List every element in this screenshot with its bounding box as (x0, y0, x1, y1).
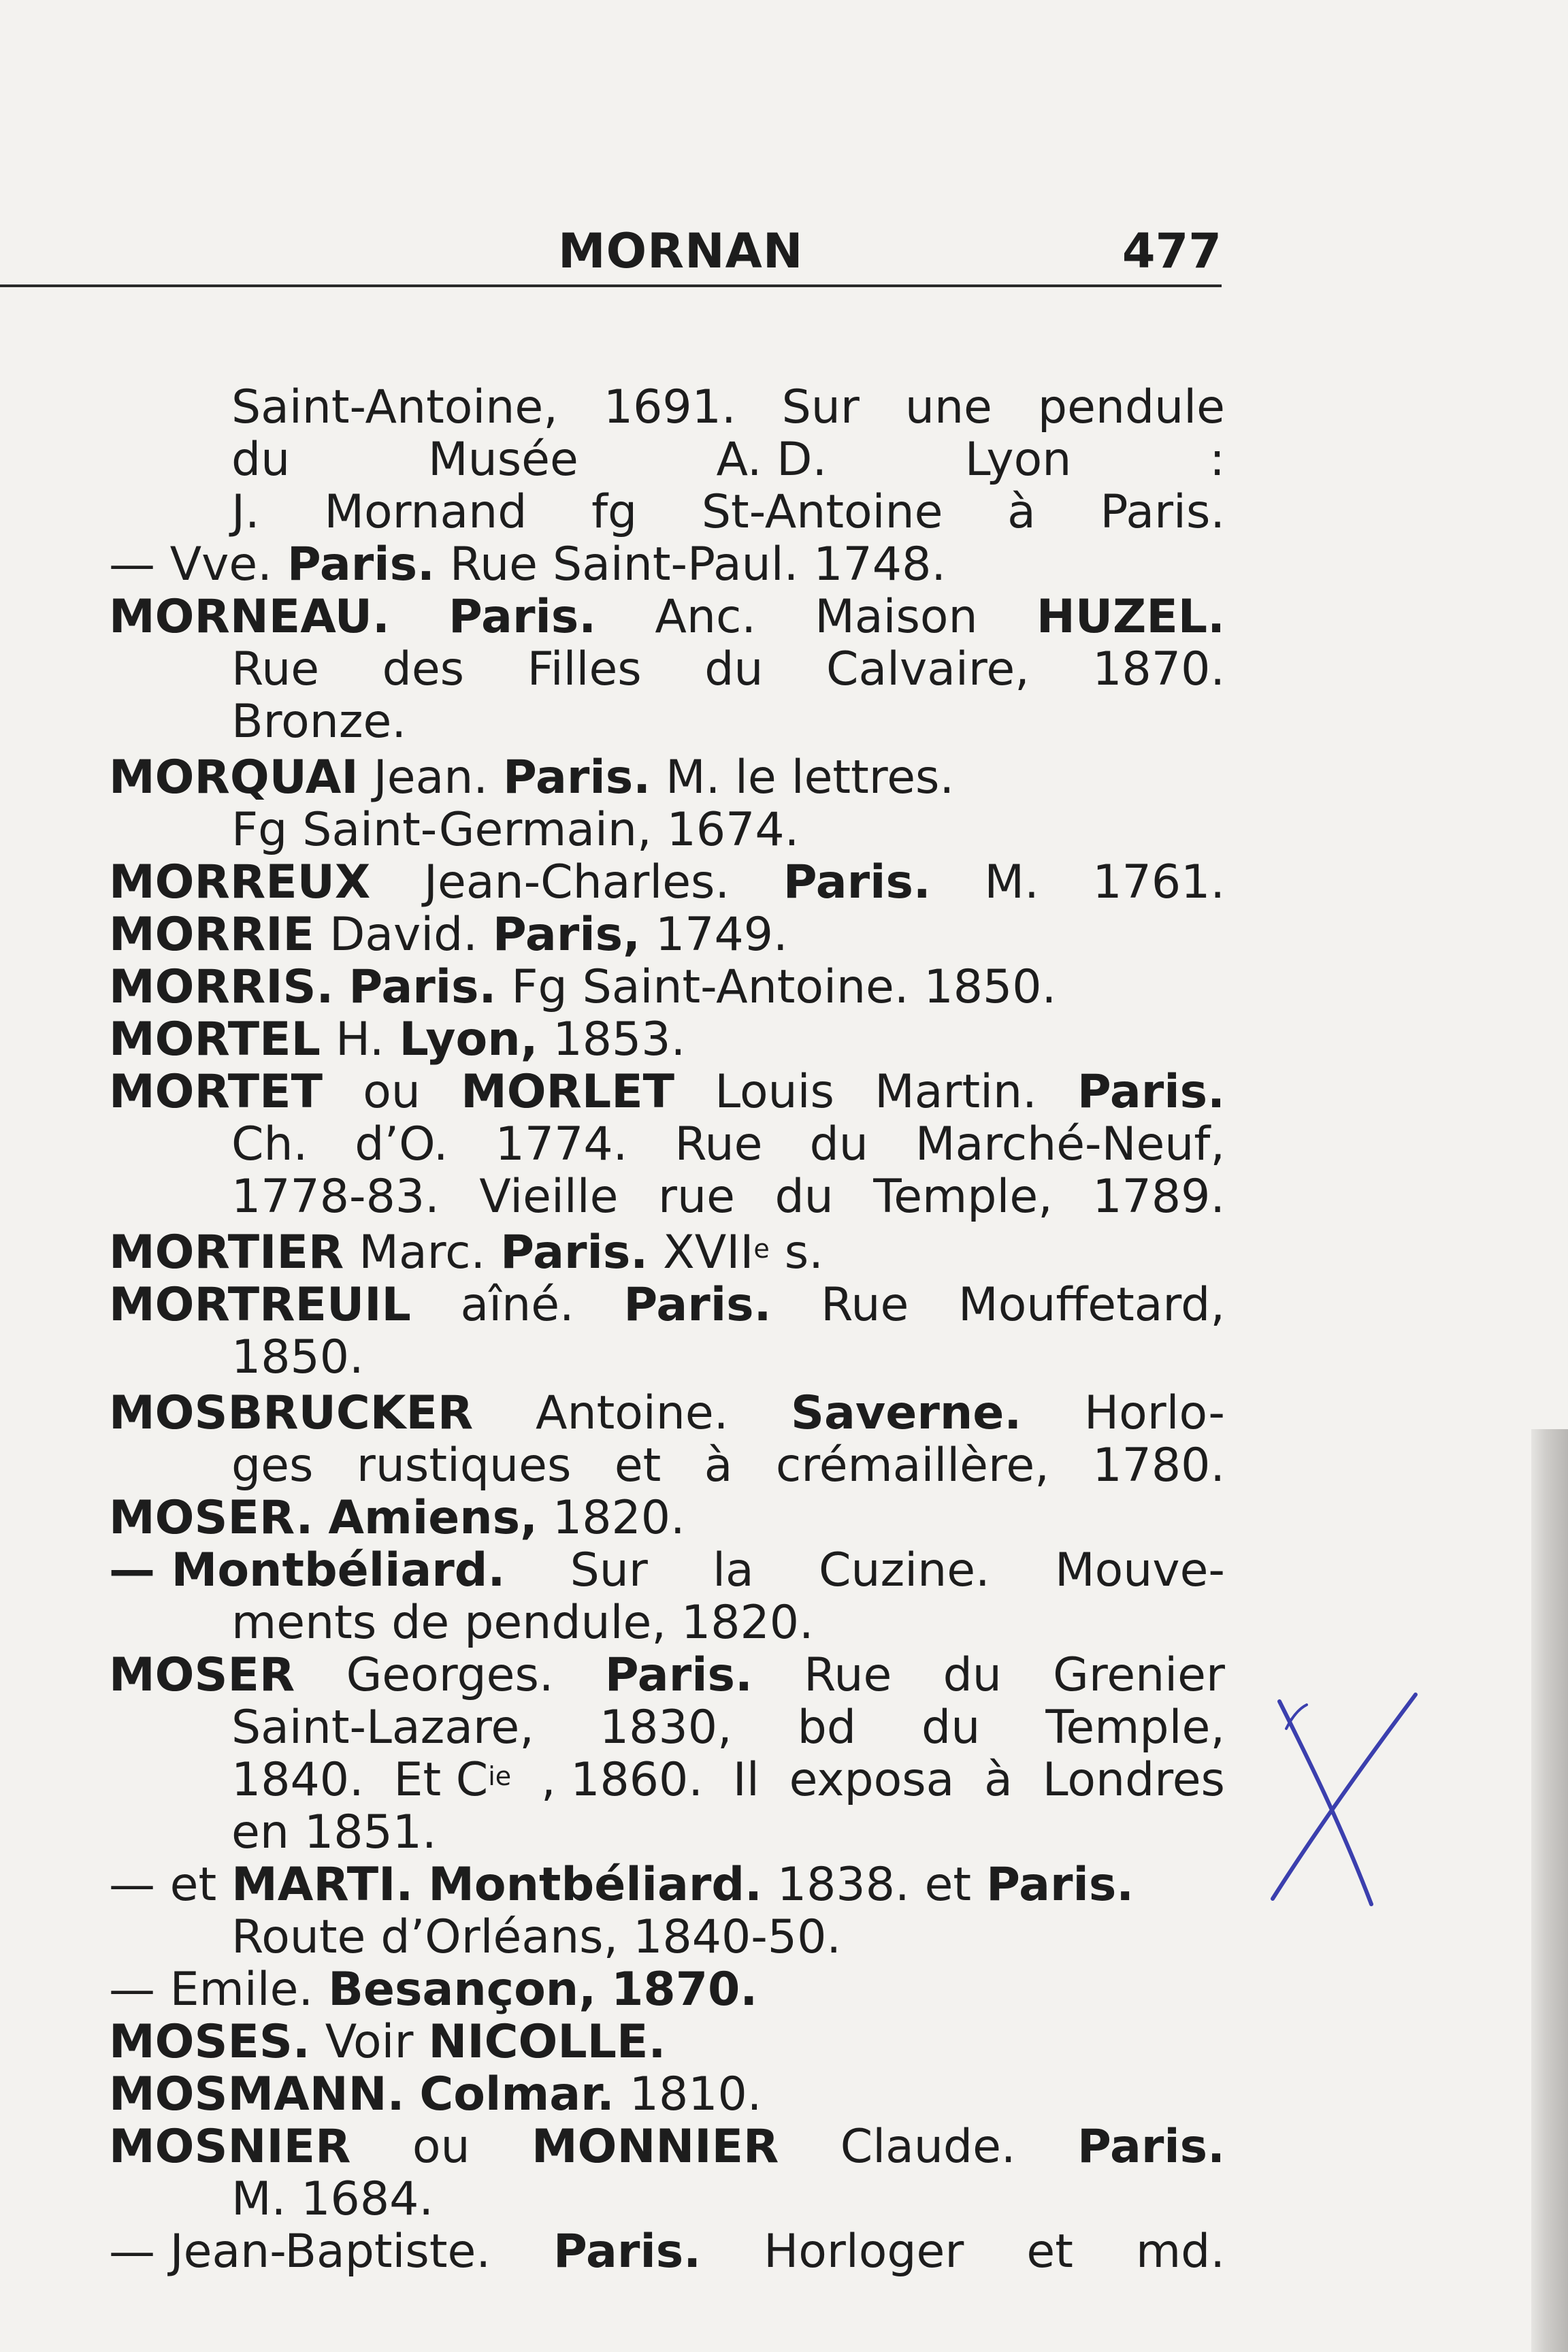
word: MOSER. (109, 1491, 314, 1545)
text-line (109, 1859, 1225, 1911)
word: 1789. (1092, 1170, 1225, 1224)
word: la (713, 1544, 754, 1597)
text-line (109, 804, 1225, 856)
word: MOSER (109, 1648, 295, 1702)
word: md. (1135, 2225, 1225, 2278)
word: St-Antoine (701, 485, 943, 539)
word: Paris. (1077, 1065, 1225, 1119)
word: MARTI. (231, 1858, 414, 1912)
word: Londres (1042, 1753, 1225, 1807)
word: MORTET (109, 1065, 323, 1119)
word: 1761. (1092, 855, 1225, 909)
word: Amiens, (328, 1491, 538, 1545)
running-header (0, 218, 1222, 286)
word: 1684. (301, 2172, 434, 2226)
text-line (109, 1226, 1225, 1279)
text-line (109, 961, 1225, 1013)
word: NICOLLE. (428, 2015, 666, 2069)
word: Rue (674, 1117, 763, 1171)
word: Calvaire, (826, 642, 1030, 696)
text-line (109, 2068, 1225, 2121)
text-line (109, 696, 1225, 748)
word: Sur (781, 380, 860, 434)
word: Rue (821, 1278, 909, 1332)
word: 1851. (304, 1806, 437, 1859)
text-line (109, 1331, 1225, 1384)
text-line (109, 2016, 1225, 2068)
text-line (109, 2121, 1225, 2173)
word: du (704, 642, 764, 696)
word: fg (591, 485, 638, 539)
word: M. (984, 855, 1039, 909)
word: Saint-Antoine, (231, 380, 558, 434)
word: MORREUX (109, 855, 371, 909)
word: 1810. (629, 2068, 762, 2121)
adjacent-page-edge (1531, 1429, 1568, 2352)
text-line (109, 538, 1225, 591)
word: Fg (231, 803, 288, 857)
word: MORTREUIL (109, 1278, 411, 1332)
word: ou (412, 2120, 470, 2174)
word: Mornand (324, 485, 527, 539)
word: MORRIS. (109, 960, 334, 1014)
text-line (109, 1171, 1225, 1223)
word: Filles (527, 642, 642, 696)
word: bd (797, 1701, 856, 1754)
word: — Montbéliard. (109, 1544, 506, 1597)
word: 1840. (231, 1753, 364, 1807)
word: Antoine. (536, 1386, 729, 1440)
text-line (109, 1597, 1225, 1649)
text-line (109, 1701, 1225, 1754)
word: Cuzine. (818, 1544, 990, 1597)
word: Montbéliard. (428, 1858, 762, 1912)
word: du (809, 1117, 868, 1171)
text-line (109, 1492, 1225, 1544)
word: ges (231, 1439, 314, 1492)
word: Louis (715, 1065, 834, 1119)
word: Rue (449, 538, 538, 591)
word: Paris. (348, 960, 497, 1014)
page-number: 477 (1122, 223, 1222, 279)
word: H. (335, 1013, 385, 1066)
text-line (109, 1118, 1225, 1171)
word: pendule, (464, 1596, 666, 1650)
word: M. le (666, 751, 777, 804)
word: à (1007, 485, 1036, 539)
word: 1853. (553, 1013, 686, 1066)
word: pendule (1037, 380, 1225, 434)
word: en (231, 1806, 289, 1859)
word: 1840-50. (633, 1910, 841, 1964)
word: Musée (427, 433, 578, 487)
word: Voir (325, 2015, 414, 2069)
word: Paris. (553, 2225, 702, 2278)
word: et (614, 1439, 662, 1492)
word: MOSBRUCKER (109, 1386, 474, 1440)
word: Sur (570, 1544, 648, 1597)
word: s. (784, 1226, 823, 1279)
word: Martin. (875, 1065, 1037, 1119)
word: Paris. (448, 590, 597, 644)
word: Rue (804, 1648, 892, 1702)
word: Ch. (231, 1117, 308, 1171)
word: crémaillère, (775, 1439, 1049, 1492)
word: 1870. (611, 1963, 758, 2016)
word: Horloger (764, 2225, 964, 2278)
text-line (109, 856, 1225, 909)
word: 1691. (603, 380, 736, 434)
text-line (109, 381, 1225, 434)
text-line (109, 909, 1225, 961)
word: Paris. (623, 1278, 772, 1332)
word: Horlo- (1083, 1386, 1225, 1440)
word: 1830, (599, 1701, 732, 1754)
word: du (231, 433, 291, 487)
word: 1749. (655, 908, 788, 962)
word: MORRIE (109, 908, 314, 962)
word: 1820. (681, 1596, 814, 1650)
text-line (109, 1911, 1225, 1963)
word: MORTEL (109, 1013, 321, 1066)
text-line (109, 2173, 1225, 2225)
word: rustiques (356, 1439, 572, 1492)
text-line (109, 1013, 1225, 1066)
word: Marc. (359, 1226, 486, 1279)
word: J. (231, 485, 260, 539)
text-line (109, 1649, 1225, 1701)
word: 1780. (1092, 1439, 1225, 1492)
word: Saint-Paul. (553, 538, 799, 591)
word: Jean. (373, 751, 488, 804)
word: Et $C^{ie}$ (393, 1753, 512, 1807)
word: Saint-Germain, (302, 803, 652, 857)
text-line (109, 1963, 1225, 2016)
word: A. D. (716, 433, 828, 487)
word: d’O. (355, 1117, 448, 1171)
word: Anc. (655, 590, 756, 644)
word: 1838. (777, 1858, 910, 1912)
word: : (1209, 433, 1225, 487)
word: Route (231, 1910, 366, 1964)
dictionary-entries (109, 381, 1225, 2278)
word: Paris. (502, 751, 651, 804)
text-line (109, 1279, 1225, 1331)
text-line (109, 434, 1225, 486)
word: Paris. (1077, 2120, 1225, 2174)
word: rue (658, 1170, 735, 1224)
word: XVIIe (663, 1226, 770, 1279)
word: Temple, (873, 1170, 1053, 1224)
superscript: e (753, 1234, 770, 1264)
word: MOSES. (109, 2015, 310, 2069)
word: 1870. (1092, 642, 1225, 696)
word: Paris, (492, 908, 640, 962)
superscript: ie (488, 1761, 512, 1791)
word: d’Orléans, (380, 1910, 619, 1964)
word: , 1860. (541, 1753, 703, 1807)
word: ou (363, 1065, 421, 1119)
word: Paris. (500, 1226, 649, 1279)
text-line (109, 1806, 1225, 1859)
word: Rue (231, 642, 320, 696)
word: du (774, 1170, 834, 1224)
word: — Jean-Baptiste. (109, 2225, 491, 2278)
word: Bronze. (231, 695, 406, 749)
word: Paris. (783, 855, 931, 909)
word: à (704, 1439, 733, 1492)
word: ments (231, 1596, 377, 1650)
word: exposa (789, 1753, 955, 1807)
word: Temple, (1045, 1701, 1225, 1754)
word: Paris. (287, 538, 435, 591)
word: Lyon (964, 433, 1072, 487)
word: MOSNIER (109, 2120, 351, 2174)
word: Besançon, (328, 1963, 597, 2016)
running-header-title: MORNAN (558, 223, 804, 279)
word: 1778-83. (231, 1170, 440, 1224)
word: — Vve. (109, 538, 272, 591)
word: aîné. (460, 1278, 574, 1332)
word: — et (109, 1858, 217, 1912)
word: Marché-Neuf, (915, 1117, 1225, 1171)
word: Saverne. (791, 1386, 1022, 1440)
word: — Emile. (109, 1963, 314, 2016)
word: Claude. (840, 2120, 1016, 2174)
word: Georges. (346, 1648, 554, 1702)
word: 1674. (666, 803, 800, 857)
text-line (109, 1544, 1225, 1597)
word: MORQUAI (109, 751, 359, 804)
text-line (109, 1754, 1225, 1806)
word: Colmar. (419, 2068, 615, 2121)
word: 1850. (924, 960, 1057, 1014)
word: Saint-Lazare, (231, 1701, 534, 1754)
word: et (924, 1858, 972, 1912)
word: MORTIER (109, 1226, 344, 1279)
header-rule (0, 284, 1222, 287)
text-line (109, 1066, 1225, 1118)
word: Mouffetard, (958, 1278, 1225, 1332)
word: de (391, 1596, 450, 1650)
text-line (109, 643, 1225, 696)
word: Saint-Antoine. (582, 960, 909, 1014)
word: MONNIER (531, 2120, 779, 2174)
word: Il (732, 1753, 760, 1807)
word: et (1026, 2225, 1073, 2278)
word: à (984, 1753, 1013, 1807)
word: David. (329, 908, 478, 962)
text-line (109, 591, 1225, 643)
word: Fg (511, 960, 568, 1014)
word: HUZEL. (1036, 590, 1225, 644)
word: 1748. (813, 538, 946, 591)
word: du (943, 1648, 1002, 1702)
word: Paris. (1100, 485, 1225, 539)
text-line (109, 1439, 1225, 1492)
word: Paris. (604, 1648, 753, 1702)
word: Mouve- (1054, 1544, 1225, 1597)
word: 1850. (231, 1330, 364, 1384)
word: Grenier (1053, 1648, 1225, 1702)
word: une (904, 380, 992, 434)
word: Paris. (986, 1858, 1134, 1912)
word: MORLET (461, 1065, 675, 1119)
word: des (382, 642, 465, 696)
word: MOSMANN. (109, 2068, 405, 2121)
word: Maison (815, 590, 978, 644)
word: Lyon, (399, 1013, 538, 1066)
text-line (109, 2225, 1225, 2278)
text-line (109, 486, 1225, 538)
word: Vieille (479, 1170, 619, 1224)
text-line (109, 1387, 1225, 1439)
text-line (109, 751, 1225, 804)
word: 1774. (495, 1117, 628, 1171)
word: MORNEAU. (109, 590, 390, 644)
word: lettres. (791, 751, 955, 804)
handwritten-x-mark (1259, 1688, 1422, 1912)
word: Jean-Charles. (423, 855, 730, 909)
word: M. (231, 2172, 287, 2226)
word: du (921, 1701, 981, 1754)
word: 1820. (553, 1491, 685, 1545)
